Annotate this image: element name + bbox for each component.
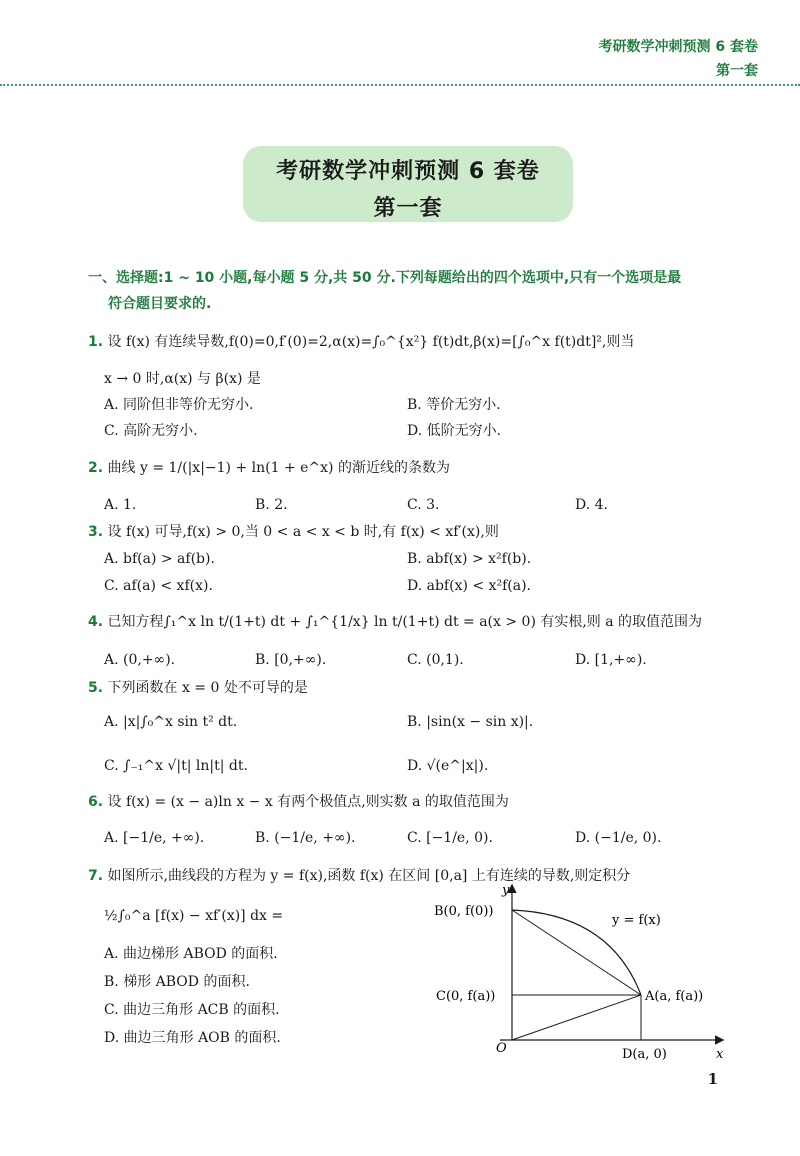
point-d-label: D(a, 0) [622,1047,667,1062]
question-4-option-d: D. [1,+∞). [575,652,647,668]
question-1-option-b: B. 等价无穷小. [407,397,501,413]
point-b-label: B(0, f(0)) [434,904,494,919]
y-axis-label: y [502,883,510,898]
question-6-option-b: B. (−1/e, +∞). [255,830,356,846]
question-2-stem-text: 曲线 y = 1/(|x|−1) + ln(1 + e^x) 的渐近线的条数为 [107,460,450,476]
running-header-subtitle: 第一套 [716,63,758,79]
question-1-stem-text: 设 f(x) 有连续导数,f(0)=0,f′(0)=2,α(x)=∫₀^{x²} f(t)dt,β(x)=[∫₀^x f(t)dt]²,则当 [107,334,635,350]
banner-title: 考研数学冲刺预测 6 套卷 [276,159,540,184]
question-5-stem [88,678,308,698]
x-axis-label: x [716,1047,724,1062]
question-3-option-c: C. af(a) < xf(x). [104,578,213,594]
question-7-integral: ½∫₀^a [f(x) − xf′(x)] dx = [104,908,284,924]
question-6-option-d: D. (−1/e, 0). [575,830,662,846]
question-3-option-a: A. bf(a) > af(b). [104,551,215,567]
segment-oa [512,995,641,1040]
question-1-stem-continued: x → 0 时,α(x) 与 β(x) 是 [104,371,261,387]
running-header-title: 考研数学冲刺预测 6 套卷 [598,39,758,55]
question-1-stem [88,332,634,352]
question-6-stem-text: 设 f(x) = (x − a)ln x − x 有两个极值点,则实数 a 的取值范围为 [107,794,509,810]
question-2-stem [88,458,450,478]
question-5-stem-text: 下列函数在 x = 0 处不可导的是 [107,680,308,696]
section-instruction-line1: 一、选择题:1 ~ 10 小题,每小题 5 分,共 50 分.下列每题给出的四个选项中,只有一个选项是最 [88,270,682,286]
origin-label: O [496,1041,507,1056]
question-3-stem [88,522,499,542]
question-7-option-c: C. 曲边三角形 ACB 的面积. [104,1002,280,1018]
question-2-option-b: B. 2. [255,497,288,513]
question-2-option-d: D. 4. [575,497,608,513]
header-divider [0,84,800,86]
question-6-stem [88,792,509,812]
question-7-option-a: A. 曲边梯形 ABOD 的面积. [104,946,278,962]
question-3-stem-text: 设 f(x) 可导,f(x) > 0,当 0 < a < x < b 时,有 f(x) < xf′(x),则 [107,524,499,540]
question-3-option-d: D. abf(x) < x²f(a). [407,578,531,594]
question-5-option-c: C. ∫₋₁^x √|t| ln|t| dt. [104,758,248,774]
question-4-option-c: C. (0,1). [407,652,464,668]
question-7-option-b: B. 梯形 ABOD 的面积. [104,974,250,990]
question-4-stem [88,612,702,632]
title-banner [243,146,573,222]
question-3-number: 3. [88,524,104,540]
question-4-number: 4. [88,614,104,630]
question-6-option-c: C. [−1/e, 0). [407,830,493,846]
question-6-number: 6. [88,794,104,810]
curve-label: y = f(x) [612,913,661,928]
question-3-option-b: B. abf(x) > x²f(b). [407,551,532,567]
question-7-number: 7. [88,868,104,884]
question-5-option-a: A. |x|∫₀^x sin t² dt. [104,714,238,730]
banner-subtitle: 第一套 [373,196,443,221]
question-7-option-d: D. 曲边三角形 AOB 的面积. [104,1030,281,1046]
question-1-option-d: D. 低阶无穷小. [407,423,502,439]
question-1-number: 1. [88,334,104,350]
question-5-number: 5. [88,680,104,696]
question-1-option-c: C. 高阶无穷小. [104,423,198,439]
question-1-option-a: A. 同阶但非等价无穷小. [104,397,254,413]
question-7-stem-text: 如图所示,曲线段的方程为 y = f(x),函数 f(x) 在区间 [0,a] 上有连续的导数,则定积分 [107,868,631,884]
question-4-option-a: A. (0,+∞). [104,652,176,668]
page-number: 1 [707,1070,718,1088]
question-2-option-c: C. 3. [407,497,440,513]
question-2-option-a: A. 1. [104,497,137,513]
point-a-label: A(a, f(a)) [645,989,704,1004]
section-instruction-line2: 符合题目要求的. [108,296,212,312]
question-4-stem-text: 已知方程∫₁^x ln t/(1+t) dt + ∫₁^{1/x} ln t/(1+t) dt = a(x > 0) 有实根,则 a 的取值范围为 [107,614,703,630]
question-2-number: 2. [88,460,104,476]
question-4-option-b: B. [0,+∞). [255,652,327,668]
question-6-option-a: A. [−1/e, +∞). [104,830,205,846]
question-7-figure [430,880,740,1070]
question-5-option-b: B. |sin(x − sin x)|. [407,714,534,730]
question-5-option-d: D. √(e^|x|). [407,758,489,774]
point-c-label: C(0, f(a)) [436,989,496,1004]
